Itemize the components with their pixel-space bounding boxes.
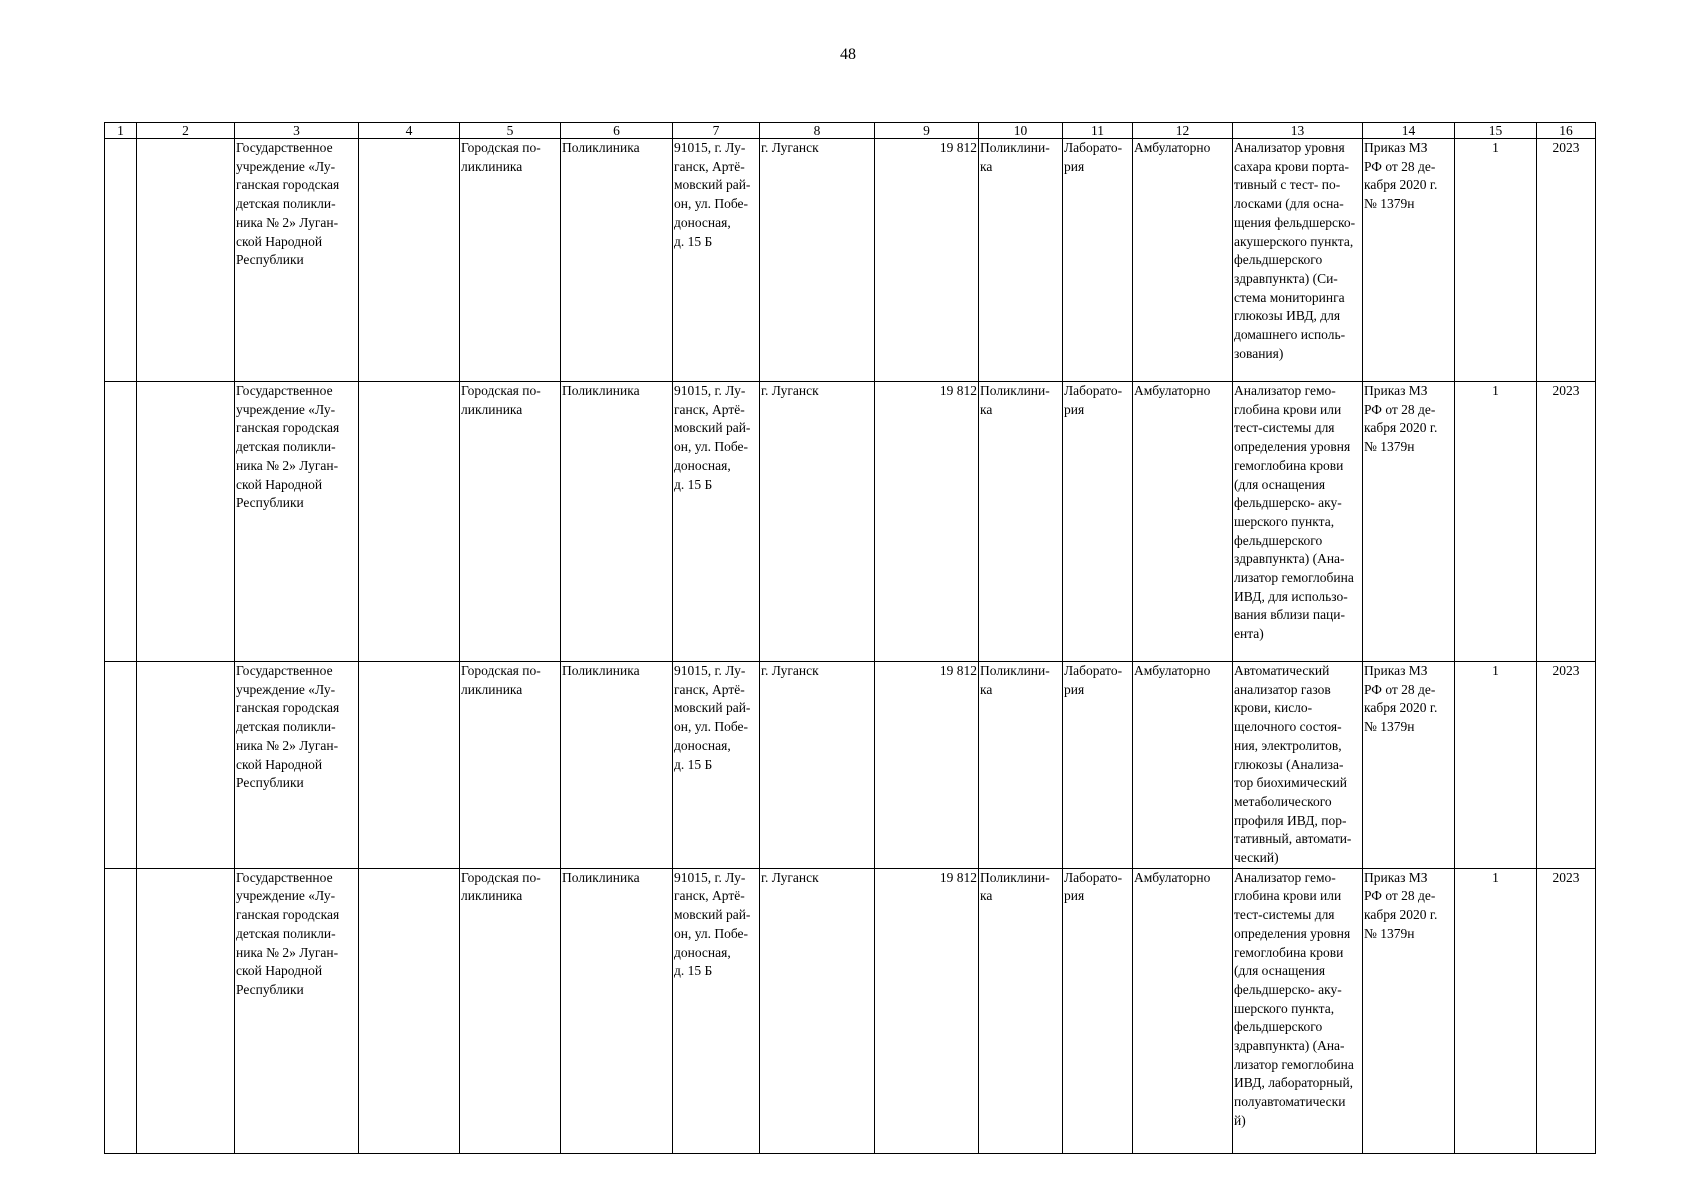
cell-institution-type: Городская по- ликлиника <box>461 140 541 174</box>
cell-institution: Государственное учреждение «Лу- ганская городская детская поликли- ника № 2» Луган- ской Народной Республики <box>236 140 340 268</box>
table-row <box>105 662 1596 869</box>
cell-address: 91015, г. Лу- ганск, Артё- мовский рай- он, ул. Побе- доносная, д. 15 Б <box>674 869 751 979</box>
column-number: 13 <box>1233 123 1363 139</box>
column-number: 14 <box>1363 123 1455 139</box>
column-number: 8 <box>760 123 875 139</box>
cell-row-number <box>105 662 137 869</box>
cell-year: 2023 <box>1552 869 1580 885</box>
cell-address: 91015, г. Лу- ганск, Артё- мовский рай- он, ул. Побе- доносная, д. 15 Б <box>674 383 751 492</box>
cell-row-number <box>105 868 137 1153</box>
cell-facility: Поликлиника <box>562 663 640 678</box>
cell-equipment: Автоматический анализатор газов крови, кисло- щелочного состоя- ния, электролитов, глюкозы (Анализа- тор биохимический метаболического профиля ИВД, пор- тативный, автомати- ческий) <box>1234 663 1352 866</box>
cell-address: 91015, г. Лу- ганск, Артё- мовский рай- он, ул. Побе- доносная, д. 15 Б <box>674 140 751 249</box>
cell-institution: Государственное учреждение «Лу- ганская городская детская поликли- ника № 2» Луган- ской Народной Республики <box>236 869 340 997</box>
cell-unit: Поликлини- ка <box>980 140 1050 174</box>
table-row <box>105 868 1596 1153</box>
equipment-table <box>104 122 1596 1154</box>
cell-equipment: Анализатор гемо- глобина крови или тест-системы для определения уровня гемоглобина крови (для оснащения фельдшерско- аку- шерского пункта, фельдшерского здравпункта) (Ана- лизатор гемоглобина ИВД, для использо- вания вблизи паци- ента) <box>1234 383 1354 642</box>
cell-equipment: Анализатор уровня сахара крови порта- тивный с тест- по- лосками (для осна- щения фельдшерско- акушерского пункта, фельдшерского здравпункта) (Си- стема мониторинга глюкозы ИВД, для домашнего исполь- зования) <box>1234 140 1356 361</box>
cell-institution: Государственное учреждение «Лу- ганская городская детская поликли- ника № 2» Луган- ской Народной Республики <box>236 663 340 791</box>
cell-institution: Государственное учреждение «Лу- ганская городская детская поликли- ника № 2» Луган- ской Народной Республики <box>236 383 340 511</box>
cell-department: Лаборато- рия <box>1064 140 1123 174</box>
cell-city: г. Луганск <box>761 383 819 398</box>
cell-institution-type: Городская по- ликлиника <box>461 869 541 904</box>
column-number: 1 <box>105 123 137 139</box>
cell-col4 <box>359 382 460 662</box>
cell-quantity: 1 <box>1492 140 1499 155</box>
cell-year: 2023 <box>1552 663 1580 678</box>
cell-care-type: Амбулаторно <box>1134 140 1211 155</box>
cell-year: 2023 <box>1552 383 1580 398</box>
cell-facility: Поликлиника <box>562 383 640 398</box>
table-row <box>105 139 1596 382</box>
cell-unit: Поликлини- ка <box>980 663 1050 697</box>
cell-order: Приказ МЗ РФ от 28 де- кабря 2020 г. № 1379н <box>1364 140 1438 212</box>
cell-year: 2023 <box>1552 140 1580 155</box>
cell-code <box>137 662 235 869</box>
column-number: 16 <box>1537 123 1596 139</box>
column-number: 2 <box>137 123 235 139</box>
cell-city: г. Луганск <box>761 140 819 155</box>
cell-col4 <box>359 868 460 1153</box>
table-row <box>105 382 1596 662</box>
column-number: 3 <box>235 123 359 139</box>
cell-code <box>137 868 235 1153</box>
cell-department: Лаборато- рия <box>1064 663 1123 697</box>
column-number: 4 <box>359 123 460 139</box>
cell-unit: Поликлини- ка <box>980 383 1050 417</box>
cell-population: 19 812 <box>939 663 977 678</box>
page-number: 48 <box>840 46 856 63</box>
cell-address: 91015, г. Лу- ганск, Артё- мовский рай- он, ул. Побе- доносная, д. 15 Б <box>674 663 751 772</box>
cell-care-type: Амбулаторно <box>1134 869 1211 885</box>
column-number: 11 <box>1063 123 1133 139</box>
cell-department: Лаборато- рия <box>1064 869 1123 904</box>
cell-city: г. Луганск <box>761 869 819 885</box>
cell-facility: Поликлиника <box>562 140 640 155</box>
cell-col4 <box>359 662 460 869</box>
cell-order: Приказ МЗ РФ от 28 де- кабря 2020 г. № 1379н <box>1364 383 1438 455</box>
cell-col4 <box>359 139 460 382</box>
column-number: 15 <box>1455 123 1537 139</box>
cell-population: 19 812 <box>939 140 977 155</box>
column-number: 9 <box>875 123 979 139</box>
column-number: 7 <box>673 123 760 139</box>
cell-unit: Поликлини- ка <box>980 869 1050 904</box>
cell-population: 19 812 <box>939 383 977 398</box>
cell-city: г. Луганск <box>761 663 819 678</box>
cell-care-type: Амбулаторно <box>1134 663 1211 678</box>
column-number-row <box>105 123 1596 139</box>
column-number: 12 <box>1133 123 1233 139</box>
column-number: 6 <box>561 123 673 139</box>
cell-order: Приказ МЗ РФ от 28 де- кабря 2020 г. № 1379н <box>1364 663 1438 735</box>
cell-equipment: Анализатор гемо- глобина крови или тест-системы для определения уровня гемоглобина крови (для оснащения фельдшерско- аку- шерского пункта, фельдшерского здравпункта) (Ана- лизатор гемоглобина ИВД, лабораторный, полуавтоматически й) <box>1234 869 1354 1128</box>
cell-quantity: 1 <box>1492 383 1499 398</box>
cell-population: 19 812 <box>939 869 977 885</box>
cell-institution-type: Городская по- ликлиника <box>461 383 541 417</box>
cell-code <box>137 139 235 382</box>
cell-row-number <box>105 382 137 662</box>
cell-order: Приказ МЗ РФ от 28 де- кабря 2020 г. № 1379н <box>1364 869 1438 941</box>
cell-code <box>137 382 235 662</box>
column-number: 10 <box>979 123 1063 139</box>
cell-quantity: 1 <box>1492 869 1499 885</box>
cell-facility: Поликлиника <box>562 869 640 885</box>
cell-department: Лаборато- рия <box>1064 383 1123 417</box>
cell-row-number <box>105 139 137 382</box>
cell-institution-type: Городская по- ликлиника <box>461 663 541 697</box>
column-number: 5 <box>460 123 561 139</box>
cell-quantity: 1 <box>1492 663 1499 678</box>
cell-care-type: Амбулаторно <box>1134 383 1211 398</box>
